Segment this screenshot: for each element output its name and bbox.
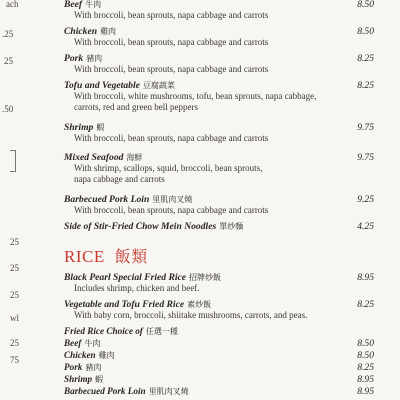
choice-name: Chicken xyxy=(64,350,96,360)
item-desc: With broccoli, white mushrooms, tofu, bean sprouts, napa cabbage, xyxy=(74,91,317,101)
menu-item xyxy=(64,272,380,294)
menu-item xyxy=(64,80,380,113)
choice-row xyxy=(64,374,380,385)
fried-rice-choice-heading xyxy=(64,326,178,337)
margin-text: 25 xyxy=(10,263,19,273)
section-title: RICE xyxy=(64,247,105,266)
margin-text: wl xyxy=(10,313,19,323)
item-name: Tofu and Vegetable xyxy=(64,80,140,91)
item-name-row xyxy=(64,53,380,64)
margin-text: 75 xyxy=(10,355,19,365)
choice-price: 8.50 xyxy=(357,350,374,361)
choice-cjk: 里肌肉叉燒 xyxy=(148,387,189,396)
item-name-row xyxy=(64,26,380,37)
item-cjk: 單炒麵 xyxy=(219,222,244,231)
item-name-row xyxy=(64,152,380,163)
choice-heading-cjk: 任選一種 xyxy=(145,327,178,336)
item-price: 8.25 xyxy=(357,53,374,64)
item-desc: Includes shrimp, chicken and beef. xyxy=(74,283,200,293)
item-price: 8.50 xyxy=(357,0,374,10)
item-price: 8.25 xyxy=(357,80,374,91)
item-desc: carrots, red and green bell peppers xyxy=(74,102,198,112)
choice-name: Pork xyxy=(64,362,83,372)
margin-text: 25 xyxy=(4,56,13,66)
item-price: 4.25 xyxy=(357,221,374,232)
item-desc: With broccoli, bean sprouts, napa cabbage and carrots xyxy=(74,133,269,143)
choice-row xyxy=(64,362,380,373)
menu-item xyxy=(64,221,380,232)
item-name: Barbecued Pork Loin xyxy=(64,194,150,205)
item-name: Beef xyxy=(64,0,83,10)
menu-item xyxy=(64,152,380,185)
menu-item xyxy=(64,299,380,321)
margin-text: 25 xyxy=(10,338,19,348)
choice-cjk: 牛肉 xyxy=(84,339,101,348)
item-name-row xyxy=(64,122,380,133)
item-name-row xyxy=(64,0,380,10)
item-desc: With broccoli, bean sprouts, napa cabbage and carrots xyxy=(74,64,269,74)
item-name: Shrimp xyxy=(64,122,94,133)
item-name: Side of Stir-Fried Chow Mein Noodles xyxy=(64,221,217,232)
margin-text: .50 xyxy=(2,104,14,114)
choice-cjk: 雞肉 xyxy=(98,351,115,360)
left-margin-fragments xyxy=(0,0,30,400)
margin-text: .25 xyxy=(2,29,14,39)
item-desc: napa cabbage and carrots xyxy=(74,174,165,184)
item-desc: With broccoli, bean sprouts, napa cabbage and carrots xyxy=(74,205,269,215)
item-desc: With shrimp, scallops, squid, broccoli, bean sprouts, xyxy=(74,163,263,173)
section-title-cjk: 飯類 xyxy=(114,249,148,266)
item-price: 8.25 xyxy=(357,299,374,310)
item-price: 8.50 xyxy=(357,26,374,37)
margin-text: 25 xyxy=(10,237,19,247)
margin-text: ach xyxy=(6,0,19,9)
item-cjk: 蝦 xyxy=(96,123,105,132)
item-cjk: 海鮮 xyxy=(126,153,143,162)
choice-price: 8.95 xyxy=(357,386,374,397)
choice-name: Beef xyxy=(64,338,82,348)
item-cjk: 雞肉 xyxy=(100,27,117,36)
item-name: Mixed Seafood xyxy=(64,152,124,163)
choice-row xyxy=(64,386,380,397)
item-name: Pork xyxy=(64,53,84,64)
menu-item xyxy=(64,122,380,144)
item-name: Vegetable and Tofu Fried Rice xyxy=(64,299,185,310)
menu-item xyxy=(64,26,380,48)
item-cjk: 牛肉 xyxy=(85,0,102,9)
item-cjk: 豬肉 xyxy=(86,54,103,63)
item-name-row xyxy=(64,80,380,91)
item-cjk: 豆腐蔬菜 xyxy=(142,81,175,90)
menu-item xyxy=(64,194,380,216)
margin-text: 25 xyxy=(10,290,19,300)
item-price: 9.25 xyxy=(357,194,374,205)
choice-name: Barbecued Pork Loin xyxy=(64,386,146,396)
choice-cjk: 蝦 xyxy=(95,375,104,384)
item-cjk: 里肌肉叉燒 xyxy=(152,195,193,204)
item-name-row xyxy=(64,221,380,232)
item-name-row xyxy=(64,299,380,310)
choice-cjk: 豬肉 xyxy=(85,363,102,372)
item-name: Black Pearl Special Fried Rice xyxy=(64,272,187,283)
choice-price: 8.25 xyxy=(357,362,374,373)
choice-price: 8.50 xyxy=(357,338,374,349)
choice-price: 8.95 xyxy=(357,374,374,385)
menu-item xyxy=(64,53,380,75)
choice-row xyxy=(64,338,380,349)
item-price: 9.75 xyxy=(357,122,374,133)
item-cjk: 素炒飯 xyxy=(187,300,212,309)
choice-row xyxy=(64,350,380,361)
item-desc: With broccoli, bean sprouts, napa cabbage and carrots xyxy=(74,37,269,47)
section-title-rice xyxy=(64,244,148,267)
item-price: 9.75 xyxy=(357,152,374,163)
choice-name: Shrimp xyxy=(64,374,93,384)
item-cjk: 招牌炒飯 xyxy=(189,273,222,282)
margin-bracket xyxy=(10,150,16,172)
item-price: 8.95 xyxy=(357,272,374,283)
choice-heading-text: Fried Rice Choice of xyxy=(64,326,143,336)
item-desc: With baby corn, broccoli, shiitake mushrooms, carrots, and peas. xyxy=(74,310,308,320)
item-name-row xyxy=(64,194,380,205)
item-desc: With broccoli, bean sprouts, napa cabbage and carrots xyxy=(74,10,269,20)
item-name-row xyxy=(64,272,380,283)
menu-item xyxy=(64,0,380,21)
item-name: Chicken xyxy=(64,26,98,37)
